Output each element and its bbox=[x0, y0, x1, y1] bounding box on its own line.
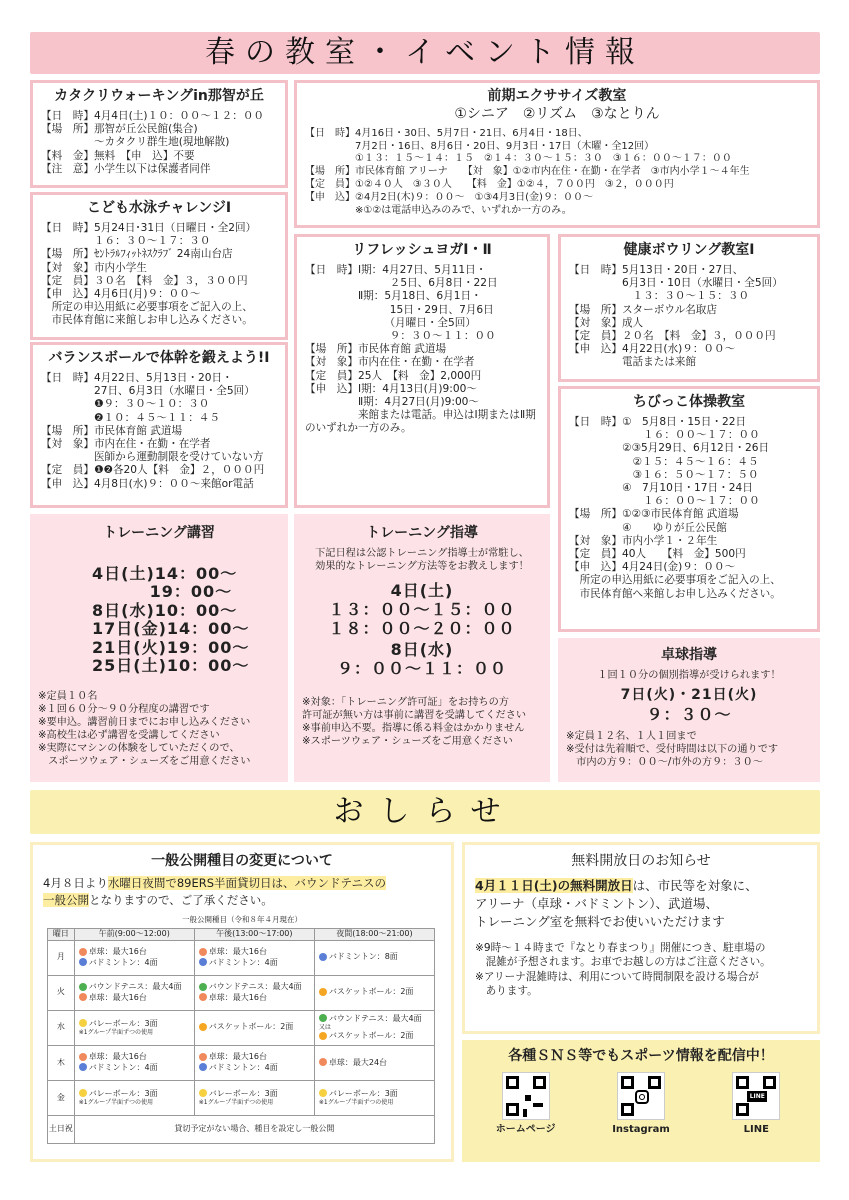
day-cell: 火 bbox=[48, 975, 75, 1010]
line-qr-text: LINE bbox=[747, 1091, 767, 1102]
notice-banner-title: おしらせ bbox=[333, 793, 517, 829]
table-cell bbox=[194, 1045, 314, 1080]
change-text-highlight: 水曜日夜間で89ERS半面貸切日は、バウンドテニスの bbox=[107, 875, 387, 890]
training-guidance-intro bbox=[302, 547, 542, 573]
free-day-text bbox=[475, 877, 807, 931]
swim-event-box bbox=[30, 192, 288, 340]
exercise-subtitle: ①シニア ②リズム ③なとりん bbox=[454, 105, 660, 122]
walking-details bbox=[41, 110, 277, 176]
text-line: ※9時〜１４時まで『なとり春まつり』開催につき、駐車場の bbox=[475, 941, 766, 954]
text-line: ９：３０〜１１：００ bbox=[305, 329, 496, 342]
exercise-title: 前期エクササイズ教室 bbox=[487, 88, 627, 104]
table-cell bbox=[194, 940, 314, 975]
walking-event-box bbox=[30, 80, 288, 188]
text-line: ②１５：４５〜１６：４５ bbox=[569, 455, 759, 468]
chibikko-title: ちびっこ体操教室 bbox=[633, 394, 745, 410]
text-line: １３：００〜１５：００ bbox=[328, 599, 516, 619]
table-caption: 一般公開種目（令和８年４月現在） bbox=[182, 914, 302, 924]
sport-entry: バウンドテニス：最大4面 bbox=[79, 982, 190, 992]
text-line: スポーツウェア・シューズをご用意ください bbox=[38, 755, 251, 767]
text-line: 【日 時】4月22日、5月13日・20日・ bbox=[41, 371, 233, 384]
text-line: 来館または電話。申込はⅠ期またはⅡ期のいずれか一方のみ。 bbox=[305, 409, 536, 435]
table-row bbox=[48, 1045, 435, 1080]
exercise-details bbox=[305, 128, 809, 218]
table-row bbox=[48, 975, 435, 1010]
sport-icon bbox=[319, 1014, 327, 1022]
training-guidance-box bbox=[294, 514, 550, 782]
table-cell bbox=[194, 975, 314, 1010]
sport-entry: 卓球：最大24台 bbox=[319, 1058, 430, 1068]
text-line: 【対 象】市内小学生 bbox=[41, 261, 147, 274]
yoga-details bbox=[305, 264, 539, 436]
text-line: 【定 員】３０名 【料 金】３，３００円 bbox=[41, 274, 248, 287]
table-row bbox=[48, 1010, 435, 1045]
sport-icon bbox=[199, 983, 207, 991]
text-line: 市民体育館に来館しお申し込みください。 bbox=[41, 314, 253, 327]
sport-entry: バウンドテニス：最大4面 bbox=[319, 1014, 430, 1024]
text-line: 21日(火)19：00〜 bbox=[92, 637, 250, 657]
change-title: 一般公開種目の変更について bbox=[151, 853, 333, 869]
sport-entry: バレーボール：3面 bbox=[319, 1089, 430, 1099]
sns-line[interactable] bbox=[716, 1072, 796, 1137]
text-line: ③１６：５０〜１７：５０ bbox=[569, 468, 759, 481]
sport-icon bbox=[199, 958, 207, 966]
day-cell: 金 bbox=[48, 1080, 75, 1115]
text-line: Ⅱ期：4月27日(月)9:00〜 bbox=[305, 395, 480, 408]
text-line: トレーニング室を無料でお使いいただけます bbox=[475, 913, 725, 929]
sport-icon bbox=[199, 948, 207, 956]
sport-entry: バドミントン：4面 bbox=[199, 1063, 310, 1073]
text-line: 【場 所】市民体育館 武道場 bbox=[41, 424, 183, 437]
text-line: Ⅱ期：5月18日、6月1日・ bbox=[305, 290, 482, 303]
day-cell: 水 bbox=[48, 1010, 75, 1045]
bowling-details bbox=[569, 264, 809, 370]
sns-homepage[interactable] bbox=[486, 1072, 566, 1137]
sport-entry: 卓球：最大16台 bbox=[199, 947, 310, 957]
table-header-cell: 曜日 bbox=[48, 928, 75, 940]
pingpong-intro: １回１０分の個別指導が受けられます！ bbox=[597, 669, 781, 681]
balance-details bbox=[41, 372, 277, 491]
text-line: 【定 員】①②４０人 ③３０人 【料 金】①②４，７００円 ③２，０００円 bbox=[305, 179, 674, 190]
text-line: 4日(土)14：00〜 bbox=[92, 563, 238, 583]
text-line: 15日・29日、7月6日 bbox=[305, 303, 494, 316]
text-line: 【日 時】5月24日･31日（日曜日・全2回） bbox=[41, 221, 257, 234]
text-line: 【対 象】成人 bbox=[569, 316, 644, 329]
training-course-notes bbox=[38, 690, 280, 768]
sport-icon bbox=[79, 1053, 87, 1061]
text-line: ※実際にマシンの体験をしていただくので、 bbox=[38, 742, 240, 754]
text-line: 【場 所】那智が丘公民館(集合) bbox=[41, 123, 198, 136]
table-header-cell: 午前(9:00〜12:00) bbox=[74, 928, 194, 940]
text-line: ④ 7月10日・17日・24日 bbox=[569, 481, 753, 494]
balance-title: バランスボールで体幹を鍛えよう!Ⅰ bbox=[48, 350, 270, 366]
text-line: 【場 所】市民体育館 武道場 bbox=[305, 343, 447, 356]
text-line: ２5日、6月8日・22日 bbox=[305, 277, 498, 290]
table-cell bbox=[74, 940, 194, 975]
text-line: 【日 時】4月16日・30日、5月7日・21日、6月4日・18日、 bbox=[305, 127, 588, 139]
text-line: 電話または来館 bbox=[569, 356, 697, 369]
text-line: 19：00〜 bbox=[92, 582, 233, 602]
public-sports-table bbox=[47, 928, 435, 1144]
text-line: 【日 時】① 5月8日・15日・22日 bbox=[569, 415, 747, 428]
line-label: LINE bbox=[743, 1123, 769, 1135]
sport-icon bbox=[199, 1063, 207, 1071]
text-line: 【日 時】5月13日・20日・27日、 bbox=[569, 263, 744, 276]
yoga-title: リフレッシュヨガⅠ・Ⅱ bbox=[352, 242, 492, 258]
text-line: 【対 象】市内在住・在勤・在学者 bbox=[305, 356, 475, 369]
table-cell bbox=[314, 1010, 434, 1045]
sport-entry: ※1グループ半面ずつの使用 bbox=[198, 1098, 274, 1106]
instagram-qr-icon[interactable] bbox=[617, 1072, 665, 1120]
text-line: ❶９：３０〜１０：３０ bbox=[41, 398, 210, 411]
text-line: ※受付は先着順で、受付時間は以下の通りです bbox=[566, 743, 779, 755]
pingpong-box bbox=[558, 638, 820, 782]
guidance-day-1: 4日(土) bbox=[390, 580, 454, 600]
spring-banner-title: 春の教室・イベント情報 bbox=[205, 34, 645, 70]
text-line: 【定 員】２０名 【料 金】３，０００円 bbox=[569, 329, 776, 342]
table-cell bbox=[74, 1080, 194, 1115]
sport-icon bbox=[319, 1032, 327, 1040]
text-line: 【場 所】市民体育館 アリーナ 【対 象】①②市内在住・在勤・在学者 ③市内小学１〜４年生 bbox=[305, 166, 750, 178]
text-line: 8日(水)10：00〜 bbox=[92, 600, 238, 620]
change-text-pre: 4月８日より bbox=[43, 875, 108, 890]
sport-entry: バウンドテニス：最大4面 bbox=[199, 982, 310, 992]
text-line: 混雑が予想されます。お車でお越しの方はご注意ください。 bbox=[475, 956, 771, 969]
sport-entry: バドミントン：4面 bbox=[79, 1063, 190, 1073]
sport-entry: バレーボール：3面 bbox=[199, 1089, 310, 1099]
spring-banner bbox=[30, 32, 820, 74]
table-header-cell: 夜間(18:00〜21:00) bbox=[314, 928, 434, 940]
sport-entry: 卓球：最大16台 bbox=[199, 1052, 310, 1062]
sport-icon bbox=[319, 953, 327, 961]
swim-details bbox=[41, 222, 277, 328]
text-line: 17日(金)14：00〜 bbox=[92, 619, 250, 639]
sport-entry: バスケットボール：2面 bbox=[319, 1031, 430, 1041]
text-line: 7月2日・16日、8月6日・20日、9月3日・17日（木曜・全12回） bbox=[305, 140, 655, 152]
table-header-row bbox=[48, 928, 435, 940]
day-cell: 木 bbox=[48, 1045, 75, 1080]
sport-icon bbox=[199, 1023, 207, 1031]
text-line: 所定の申込用紙に必要事項をご記入の上、 bbox=[569, 574, 781, 587]
text-line: 【対 象】市内在住・在勤・在学者 bbox=[41, 437, 211, 450]
table-cell bbox=[194, 1080, 314, 1115]
free-day-highlight: 4月１１日(土)の無料開放日 bbox=[475, 877, 633, 893]
sns-title: 各種ＳＮＳ等でもスポーツ情報を配信中！ bbox=[508, 1048, 774, 1064]
text-line: ※アリーナ混雑時は、利用について時間制限を設ける場合が bbox=[475, 970, 759, 983]
pingpong-title: 卓球指導 bbox=[661, 647, 717, 663]
text-line: 許可証が無い方は事前に講習を受講してください bbox=[302, 709, 527, 721]
table-row bbox=[48, 940, 435, 975]
free-day-box bbox=[462, 842, 820, 1034]
free-day-title: 無料開放日のお知らせ bbox=[571, 853, 711, 869]
text-line: 【場 所】スターボウル名取店 bbox=[569, 303, 717, 316]
public-sports-change-box bbox=[30, 842, 454, 1162]
text-line: 下記日程は公認トレーニング指導士が常駐し、 bbox=[315, 547, 529, 559]
text-line: 【申 込】4月6日(月)９：００〜 bbox=[41, 287, 201, 300]
table-row bbox=[48, 1080, 435, 1115]
sport-icon bbox=[79, 948, 87, 956]
text-line: １６：００〜１７：００ bbox=[569, 429, 760, 442]
sport-entry: バドミントン：4面 bbox=[79, 958, 190, 968]
text-line: 【日 時】4月4日(土)１０：００〜１２：００ bbox=[41, 109, 265, 122]
table-cell bbox=[314, 975, 434, 1010]
table-cell bbox=[74, 975, 194, 1010]
sport-icon bbox=[79, 1063, 87, 1071]
text-line: ※対象：「トレーニング許可証」をお持ちの方 bbox=[302, 696, 509, 708]
sns-links bbox=[468, 1072, 814, 1137]
text-line: 【申 込】4月8日(水)９：００〜来館or電話 bbox=[41, 477, 254, 490]
sport-icon bbox=[79, 1089, 87, 1097]
line-qr-icon[interactable] bbox=[732, 1072, 780, 1120]
text-line: １８：００〜２０：００ bbox=[328, 618, 516, 638]
balance-event-box bbox=[30, 342, 288, 508]
table-cell: 貸切予定がない場合、種目を設定し一般公開 bbox=[74, 1115, 434, 1143]
sport-icon bbox=[79, 993, 87, 1001]
sport-icon bbox=[319, 1058, 327, 1066]
text-line: ※高校生は必ず講習を受講してください bbox=[38, 729, 220, 741]
sport-icon bbox=[319, 1089, 327, 1097]
instagram-label: Instagram bbox=[612, 1123, 670, 1135]
yoga-event-box bbox=[294, 234, 550, 508]
text-line: 【申 込】4月22日(水)９：００〜 bbox=[569, 343, 736, 356]
notice-banner bbox=[30, 790, 820, 834]
text-line: ９：００〜１１：００ bbox=[336, 658, 507, 678]
text-line: ※事前申込不要。指導に係る料金はかかりません bbox=[302, 722, 525, 734]
text-line: 【定 員】❶❷各20人【料 金】２，０００円 bbox=[41, 464, 265, 477]
table-cell bbox=[314, 940, 434, 975]
text-line: 市民体育館へ来館しお申し込みください。 bbox=[569, 587, 781, 600]
text-line: 【申 込】②4月2日(木)９：００〜 ①③4月3日(金)９：００〜 bbox=[305, 191, 593, 203]
text-line: 6月3日・10日（水曜日・全5回） bbox=[569, 277, 783, 290]
text-line: １６：３０〜１７：３０ bbox=[41, 235, 211, 248]
text-line: ❷１０：４５〜１１：４５ bbox=[41, 411, 220, 424]
text-line: 【日 時】Ⅰ期：4月27日、5月11日・ bbox=[305, 263, 487, 276]
walking-title: カタクリウォーキングin那智が丘 bbox=[54, 88, 264, 104]
homepage-label: ホームページ bbox=[495, 1123, 556, 1135]
text-line: あります。 bbox=[475, 985, 538, 998]
sns-instagram[interactable] bbox=[601, 1072, 681, 1137]
sport-icon bbox=[199, 993, 207, 1001]
sport-entry: バレーボール：3面 bbox=[79, 1089, 190, 1099]
text-line: 25日(土)10：00〜 bbox=[92, 656, 250, 676]
chibikko-details bbox=[569, 416, 809, 601]
text-line: 【定 員】40人 【料 金】500円 bbox=[569, 547, 746, 560]
pingpong-notes bbox=[566, 730, 812, 769]
text-line: 【申 込】4月24日(金)９：００〜 bbox=[569, 561, 736, 574]
text-line: （月曜日・全5回） bbox=[305, 316, 476, 329]
text-line: ④ ゆりが丘公民館 bbox=[569, 521, 727, 534]
text-line: 【料 金】無料 【申 込】不要 bbox=[41, 149, 195, 162]
sport-entry: バスケットボール：2面 bbox=[199, 1022, 310, 1032]
swim-title: こども水泳チャレンジⅠ bbox=[86, 200, 232, 216]
sport-entry: 卓球：最大16台 bbox=[79, 947, 190, 957]
table-body bbox=[48, 940, 435, 1143]
sport-icon bbox=[199, 1089, 207, 1097]
training-guidance-notes bbox=[302, 696, 542, 748]
pingpong-time: ９：３０〜 bbox=[646, 704, 732, 724]
text-line: 【対 象】市内小学１・２年生 bbox=[569, 534, 718, 547]
text-line: 【申 込】Ⅰ期：4月13日(月)9:00〜 bbox=[305, 382, 477, 395]
guidance-times-1 bbox=[302, 600, 542, 638]
free-day-lines bbox=[475, 895, 807, 931]
sport-entry: 卓球：最大16台 bbox=[79, 993, 190, 1003]
sport-icon bbox=[79, 1019, 87, 1027]
pingpong-days: 7日(火)・21日(火) bbox=[620, 686, 758, 703]
text-line: ※定員１０名 bbox=[38, 690, 98, 702]
table-cell bbox=[74, 1010, 194, 1045]
table-cell bbox=[314, 1080, 434, 1115]
change-text-highlight-2: 一般公開 bbox=[43, 892, 89, 907]
training-course-schedule bbox=[92, 565, 280, 676]
text-line: ※スポーツウェア・シューズをご用意ください bbox=[302, 735, 513, 747]
text-line: 【注 意】小学生以下は保護者同伴 bbox=[41, 162, 211, 175]
sport-entry: 又は bbox=[318, 1023, 331, 1031]
sport-entry: ※1グループ半面ずつの使用 bbox=[318, 1098, 394, 1106]
text-line: 【場 所】①②③市民体育館 武道場 bbox=[569, 508, 739, 521]
bowling-event-box bbox=[558, 234, 820, 382]
sns-box bbox=[462, 1040, 820, 1162]
sport-icon bbox=[79, 958, 87, 966]
free-day-notes bbox=[475, 941, 807, 999]
text-line: 市内の方９：００〜/市外の方９：３０〜 bbox=[566, 756, 763, 768]
day-cell: 月 bbox=[48, 940, 75, 975]
text-line: １６：００〜１７：００ bbox=[569, 495, 760, 508]
text-line: アリーナ（卓球・バドミントン）、武道場、 bbox=[475, 895, 719, 911]
text-line: 効果的なトレーニング方法等をお教えします！ bbox=[315, 560, 529, 572]
text-line: １３：３０〜１５：３０ bbox=[569, 290, 750, 303]
text-line: 〜カタクリ群生地(現地解散) bbox=[41, 136, 230, 149]
table-cell bbox=[74, 1045, 194, 1080]
training-course-title: トレーニング講習 bbox=[103, 525, 215, 541]
sport-entry: ※1グループ半面ずつの使用 bbox=[78, 1098, 154, 1106]
exercise-event-box bbox=[294, 80, 820, 228]
sport-entry: 卓球：最大16台 bbox=[199, 993, 310, 1003]
text-line: ※①②は電話申込みのみで、いずれか一方のみ。 bbox=[305, 204, 572, 216]
homepage-qr-icon[interactable] bbox=[502, 1072, 550, 1120]
text-line: 所定の申込用紙に必要事項をご記入の上、 bbox=[41, 301, 253, 314]
text-line: 27日、6月3日（水曜日・全5回） bbox=[41, 385, 255, 398]
sport-entry: バドミントン：8面 bbox=[319, 952, 430, 962]
text-line: 【場 所】ｾﾝﾄﾗﾙﾌｨｯﾄﾈｽｸﾗﾌﾞ 24南山台店 bbox=[41, 248, 233, 261]
table-cell bbox=[314, 1045, 434, 1080]
sport-entry: バレーボール：3面 bbox=[79, 1019, 190, 1029]
text-line: ※要申込。講習前日までにお申し込みください bbox=[38, 716, 251, 728]
day-cell: 土日祝 bbox=[48, 1115, 75, 1143]
training-guidance-title: トレーニング指導 bbox=[366, 525, 478, 541]
text-line: ①１３：１５〜１４：１５ ②１４：３０〜１５：３０ ③１６：００〜１７：００ bbox=[305, 153, 732, 165]
text-line: 医師から運動制限を受けていない方 bbox=[41, 451, 264, 464]
guidance-day-2: 8日(水) bbox=[390, 639, 454, 659]
guidance-times-2 bbox=[302, 659, 542, 678]
sport-entry: ※1グループ半面ずつの使用 bbox=[78, 1028, 154, 1036]
training-course-box bbox=[30, 514, 288, 782]
bowling-title: 健康ボウリング教室Ⅰ bbox=[623, 242, 755, 258]
sport-entry: バスケットボール：2面 bbox=[319, 987, 430, 997]
free-day-text-after: は、市民等を対象に、 bbox=[632, 877, 758, 893]
table-row bbox=[48, 1115, 435, 1143]
chibikko-event-box bbox=[558, 386, 820, 632]
table-header-cell: 午後(13:00〜17:00) bbox=[194, 928, 314, 940]
sport-entry: バドミントン：4面 bbox=[199, 958, 310, 968]
change-text-post: となりますので、ご了承ください。 bbox=[89, 892, 273, 907]
sport-icon bbox=[199, 1053, 207, 1061]
sport-icon bbox=[319, 988, 327, 996]
sport-entry: 卓球：最大16台 bbox=[79, 1052, 190, 1062]
text-line: ※定員１２名、１人１回まで bbox=[566, 730, 697, 742]
change-text bbox=[43, 875, 441, 909]
text-line: ※１回６０分〜９０分程度の講習です bbox=[38, 703, 210, 715]
table-cell bbox=[194, 1010, 314, 1045]
text-line: ②③5月29日、6月12日・26日 bbox=[569, 442, 770, 455]
text-line: 【定 員】25人 【料 金】2,000円 bbox=[305, 369, 482, 382]
sport-icon bbox=[79, 983, 87, 991]
